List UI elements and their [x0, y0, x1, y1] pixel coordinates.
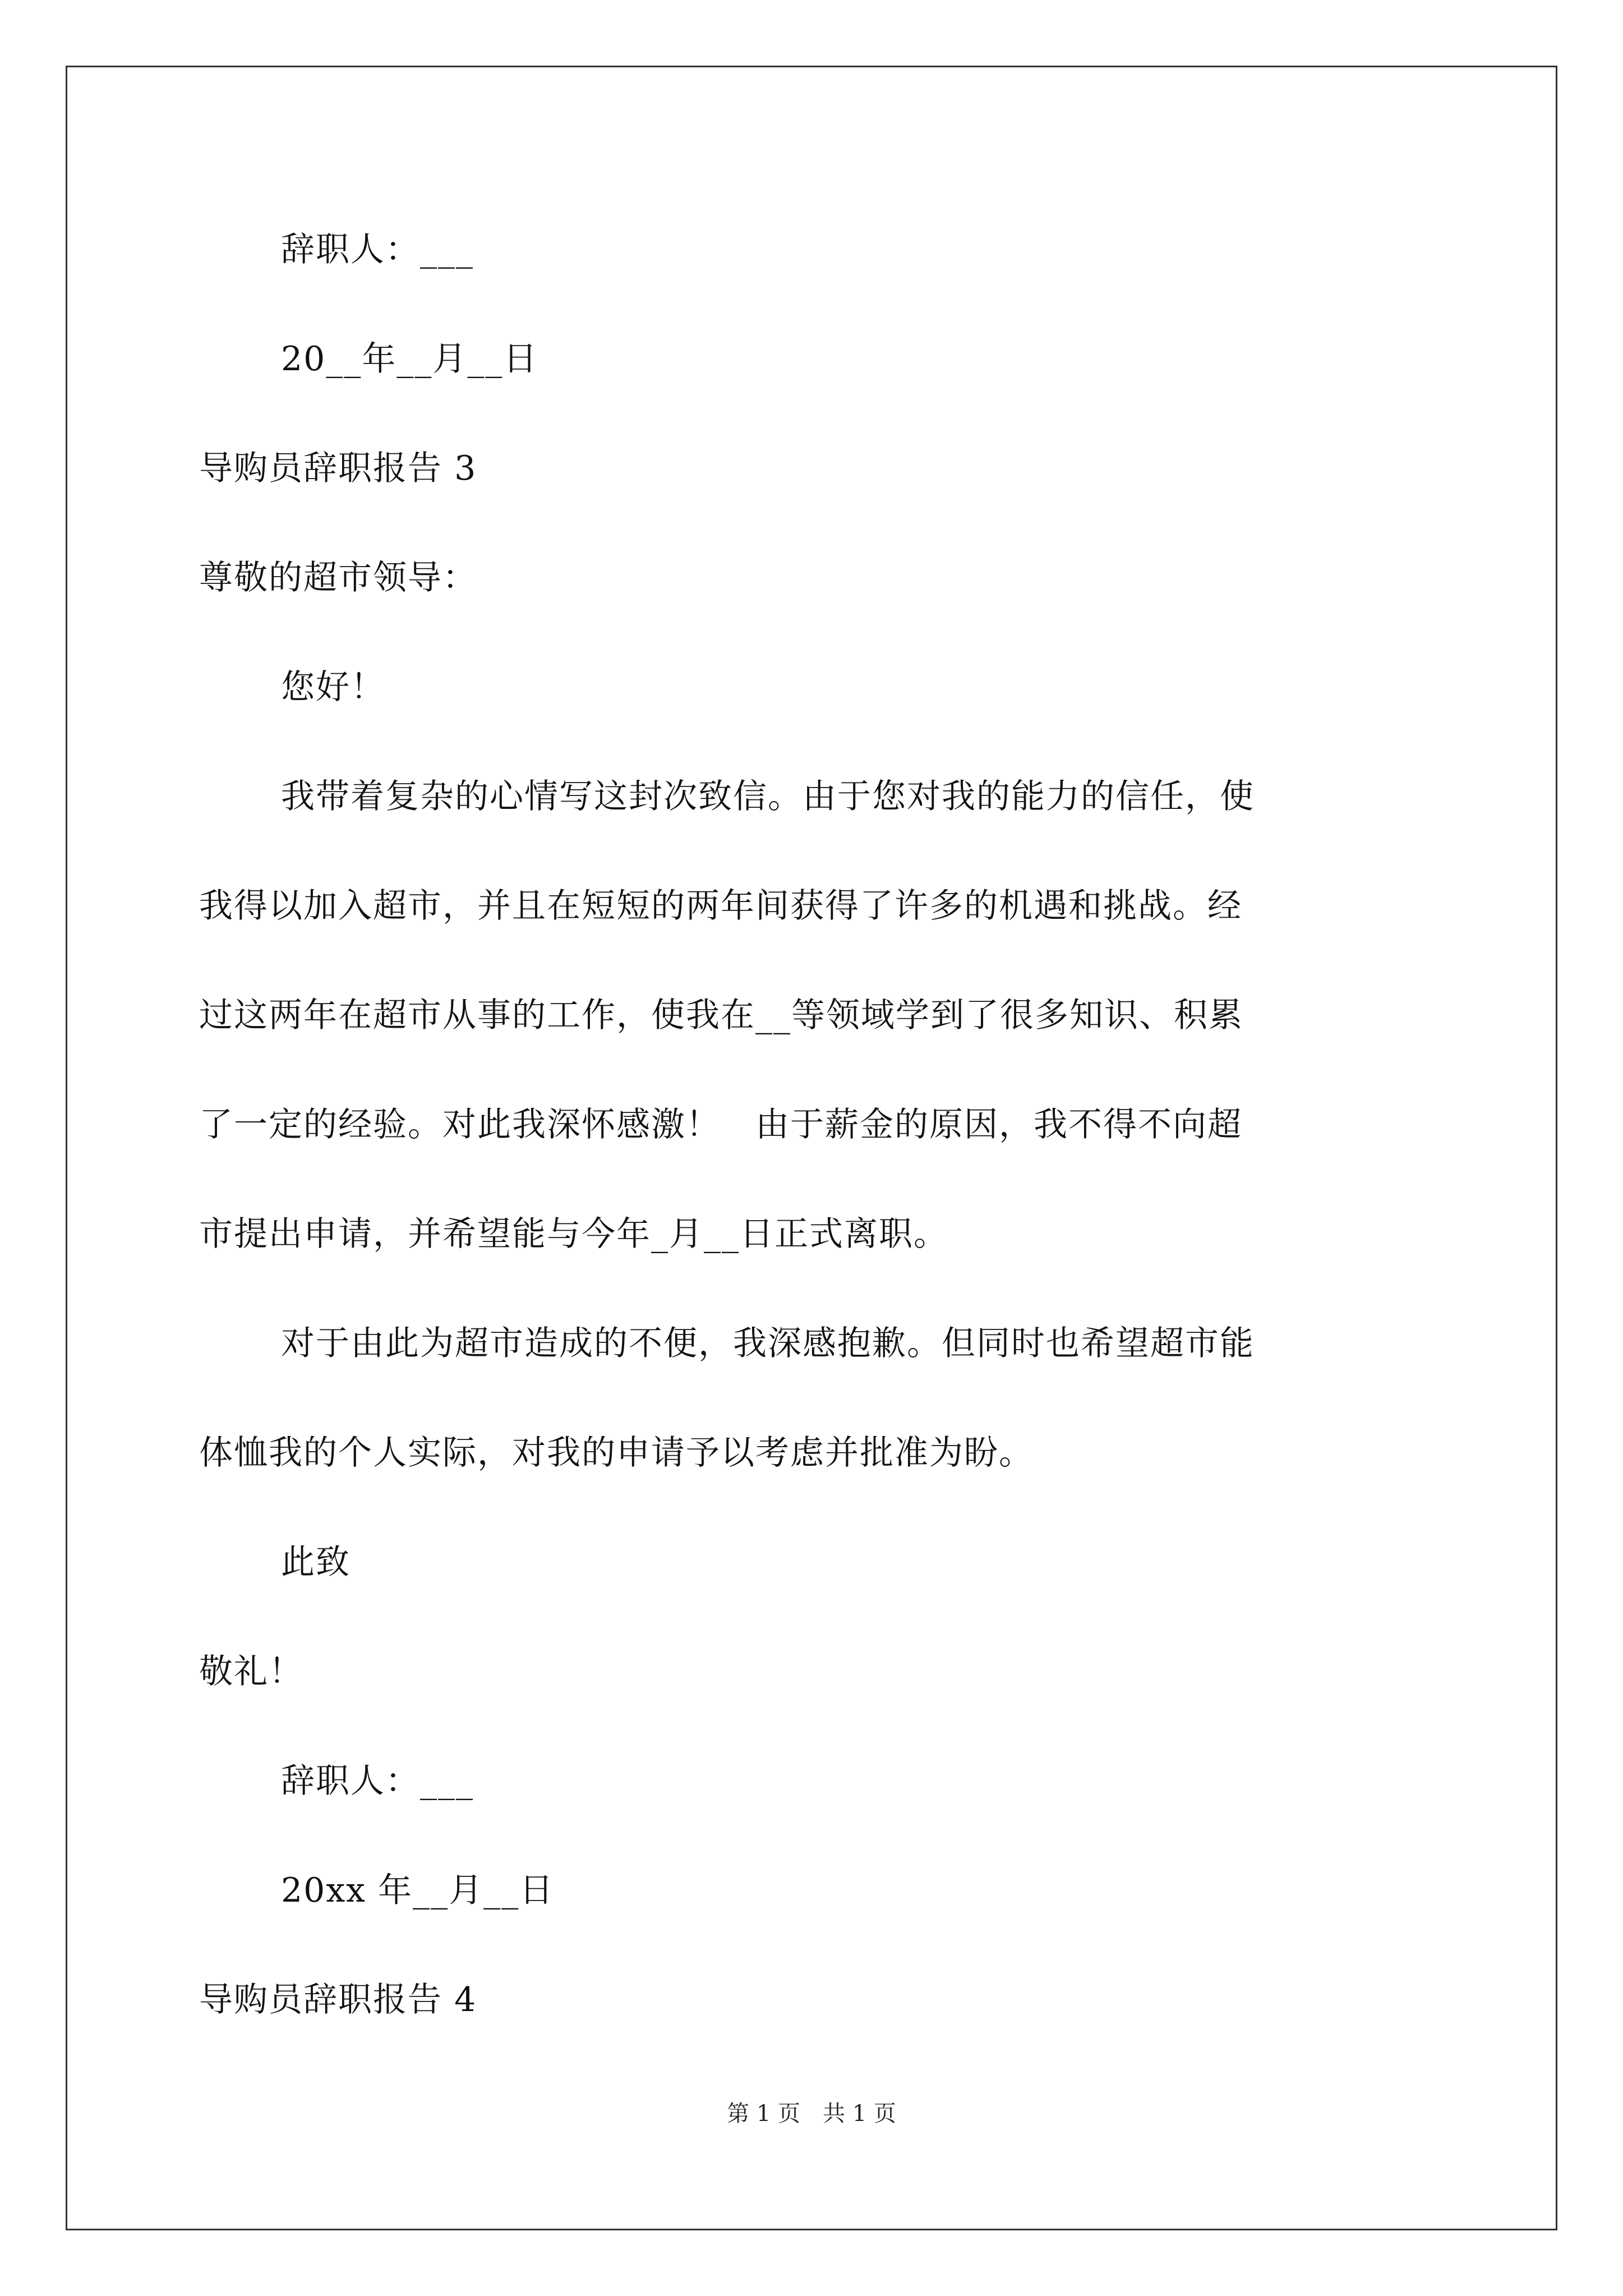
- closing-line: 此致: [281, 1543, 351, 1582]
- page-footer: 第 1 页 共 1 页: [727, 2101, 896, 2127]
- signer-line: 辞职人：___: [281, 230, 474, 269]
- paragraph-line: 过这两年在超市从事的工作，使我在__等领域学到了很多知识、积累: [199, 996, 1243, 1035]
- paragraph-line: 市提出申请，并希望能与今年_月__日正式离职。: [199, 1214, 948, 1254]
- date-line: 20__年__月__日: [281, 339, 538, 379]
- paragraph-line: 了一定的经验。对此我深怀感激！ 由于薪金的原因，我不得不向超: [199, 1105, 1242, 1144]
- paragraph-line: 体恤我的个人实际，对我的申请予以考虑并批准为盼。: [199, 1433, 1034, 1473]
- salutation: 尊敬的超市领导：: [199, 558, 477, 597]
- section-heading-3: 导购员辞职报告 3: [199, 449, 477, 488]
- paragraph-line: 我得以加入超市，并且在短短的两年间获得了许多的机遇和挑战。经: [199, 886, 1242, 926]
- section-heading-4: 导购员辞职报告 4: [199, 1980, 477, 2019]
- regards-line: 敬礼！: [199, 1652, 303, 1691]
- paragraph-line: 对于由此为超市造成的不便，我深感抱歉。但同时也希望超市能: [281, 1324, 1255, 1363]
- date-line: 20xx 年__月__日: [281, 1871, 555, 1910]
- paragraph-line: 我带着复杂的心情写这封次致信。由于您对我的能力的信任，使: [281, 777, 1255, 816]
- signer-line: 辞职人：___: [281, 1761, 474, 1801]
- greeting: 您好！: [281, 668, 385, 707]
